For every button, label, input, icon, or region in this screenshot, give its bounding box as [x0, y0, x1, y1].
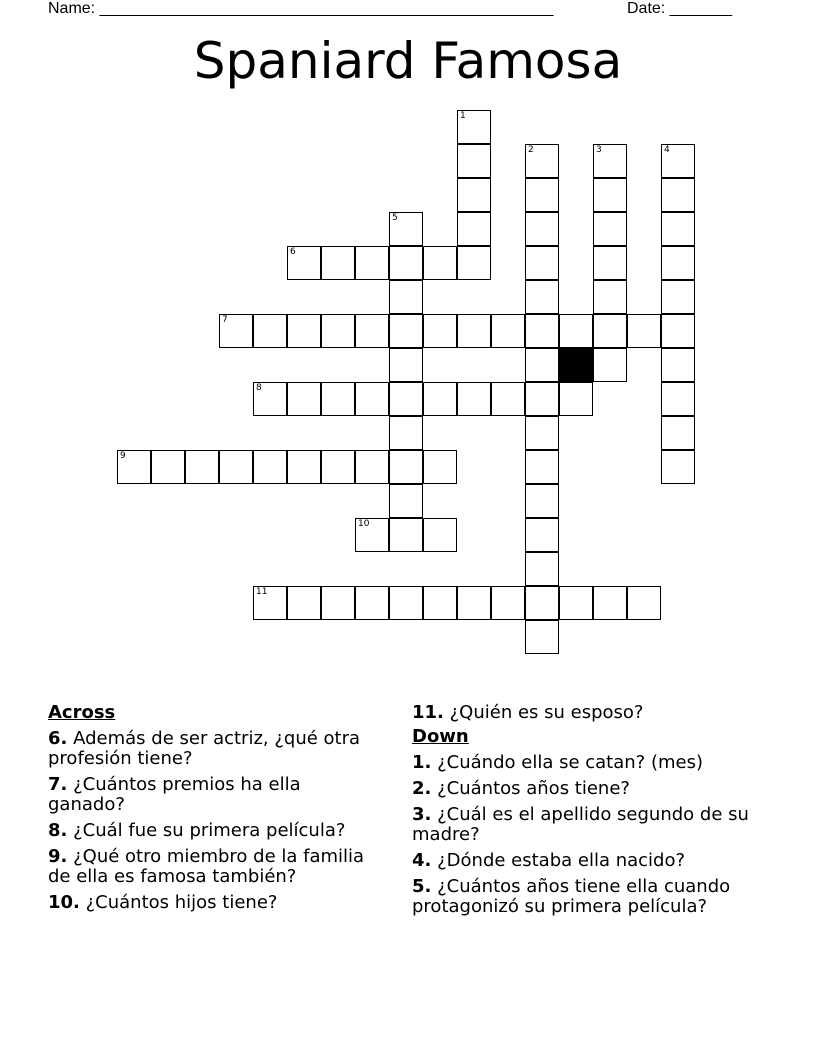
grid-cell[interactable]: [355, 518, 389, 552]
grid-cell[interactable]: [661, 450, 695, 484]
grid-cell[interactable]: [525, 314, 559, 348]
grid-cell[interactable]: [287, 586, 321, 620]
clue-number: 10.: [48, 892, 80, 913]
grid-cell[interactable]: [525, 144, 559, 178]
grid-cell[interactable]: [525, 348, 559, 382]
clue-text: ¿Cuándo ella se catan? (mes): [437, 752, 703, 773]
cell-number: 8: [256, 383, 262, 393]
cell-number: 1: [460, 111, 466, 121]
cell-number: 4: [664, 145, 670, 155]
across-clue-10: [48, 893, 378, 913]
grid-cell[interactable]: [457, 178, 491, 212]
clue-text: ¿Qué otro miembro de la familia de ella es famosa también?: [48, 846, 365, 887]
grid-cell[interactable]: [151, 450, 185, 484]
clue-text: ¿Cuántos hijos tiene?: [85, 892, 278, 913]
grid-cell[interactable]: [593, 280, 627, 314]
grid-cell[interactable]: [661, 382, 695, 416]
page-title: Spaniard Famosa: [193, 32, 623, 90]
cell-number: 3: [596, 145, 602, 155]
grid-cell[interactable]: [389, 518, 423, 552]
grid-cell[interactable]: [525, 484, 559, 518]
grid-cell[interactable]: [287, 450, 321, 484]
across-clue-11: [412, 703, 757, 723]
down-clue-3: [412, 805, 757, 845]
grid-cell[interactable]: [491, 314, 525, 348]
grid-cell[interactable]: [525, 246, 559, 280]
grid-cell[interactable]: [287, 314, 321, 348]
clue-text: ¿Dónde estaba ella nacido?: [437, 850, 686, 871]
clue-number: 1.: [412, 752, 432, 773]
grid-cell[interactable]: [185, 450, 219, 484]
grid-cell[interactable]: [423, 246, 457, 280]
grid-cell[interactable]: [389, 246, 423, 280]
grid-cell[interactable]: [457, 110, 491, 144]
grid-cell[interactable]: [661, 348, 695, 382]
grid-cell[interactable]: [457, 314, 491, 348]
grid-cell[interactable]: [627, 586, 661, 620]
clues-left-column: [48, 703, 378, 919]
grid-cell[interactable]: [321, 246, 355, 280]
clue-text: Además de ser actriz, ¿qué otra profesión tiene?: [48, 728, 361, 769]
clue-text: ¿Cuál fue su primera película?: [73, 820, 346, 841]
grid-cell[interactable]: [355, 586, 389, 620]
grid-cell[interactable]: [525, 586, 559, 620]
clue-text: ¿Cuántos premios ha ella ganado?: [48, 774, 301, 815]
clue-number: 7.: [48, 774, 68, 795]
cell-number: 7: [222, 315, 228, 325]
grid-cell[interactable]: [491, 586, 525, 620]
grid-cell[interactable]: [593, 144, 627, 178]
clue-number: 4.: [412, 850, 432, 871]
across-clue-7: [48, 775, 378, 815]
down-clue-4: [412, 851, 757, 871]
clue-number: 8.: [48, 820, 68, 841]
grid-cell[interactable]: [389, 280, 423, 314]
across-clue-8: [48, 821, 378, 841]
grid-cell[interactable]: [117, 450, 151, 484]
grid-cell[interactable]: [525, 280, 559, 314]
cell-number: 11: [256, 587, 268, 597]
clue-number: 5.: [412, 876, 432, 897]
grid-cell[interactable]: [661, 212, 695, 246]
grid-cell[interactable]: [321, 450, 355, 484]
grid-cell[interactable]: [525, 450, 559, 484]
name-field-line: Name: ___________________________________________________: [48, 0, 554, 17]
clue-text: ¿Cuántos años tiene?: [437, 778, 630, 799]
grid-cell[interactable]: [321, 382, 355, 416]
grid-cell[interactable]: [593, 246, 627, 280]
grid-cell[interactable]: [253, 314, 287, 348]
grid-cell[interactable]: [253, 586, 287, 620]
down-heading: Down: [412, 726, 469, 747]
grid-cell[interactable]: [355, 450, 389, 484]
down-clue-2: [412, 779, 757, 799]
grid-cell[interactable]: [593, 314, 627, 348]
clue-number: 6.: [48, 728, 68, 749]
grid-cell[interactable]: [389, 450, 423, 484]
clue-text: ¿Cuál es el apellido segundo de su madre?: [412, 804, 749, 845]
grid-cell[interactable]: [423, 314, 457, 348]
down-clue-5: [412, 877, 757, 917]
cell-number: 10: [358, 519, 370, 529]
grid-cell[interactable]: [287, 382, 321, 416]
grid-cell[interactable]: [457, 212, 491, 246]
grid-cell[interactable]: [321, 314, 355, 348]
grid-cell[interactable]: [661, 416, 695, 450]
clue-number: 3.: [412, 804, 432, 825]
grid-cell[interactable]: [253, 450, 287, 484]
grid-cell[interactable]: [423, 450, 457, 484]
grid-cell[interactable]: [525, 416, 559, 450]
grid-cell[interactable]: [389, 586, 423, 620]
grid-cell[interactable]: [321, 586, 355, 620]
clues-right-column: [412, 703, 757, 923]
grid-cell[interactable]: [593, 348, 627, 382]
grid-cell[interactable]: [253, 382, 287, 416]
grid-cell[interactable]: [661, 246, 695, 280]
grid-cell[interactable]: [389, 382, 423, 416]
grid-cell[interactable]: [661, 144, 695, 178]
grid-cell[interactable]: [457, 586, 491, 620]
clue-text: ¿Quién es su esposo?: [449, 702, 644, 723]
grid-cell[interactable]: [593, 178, 627, 212]
date-field-line: Date: _______: [627, 0, 732, 17]
grid-cell[interactable]: [423, 518, 457, 552]
grid-cell[interactable]: [661, 314, 695, 348]
grid-cell[interactable]: [457, 382, 491, 416]
grid-cell[interactable]: [559, 382, 593, 416]
down-clue-1: [412, 753, 757, 773]
across-clue-9: [48, 847, 378, 887]
across-heading: Across: [48, 702, 116, 723]
grid-cell[interactable]: [389, 212, 423, 246]
grid-cell[interactable]: [355, 314, 389, 348]
grid-cell[interactable]: [219, 450, 253, 484]
grid-cell[interactable]: [389, 314, 423, 348]
grid-cell[interactable]: [525, 620, 559, 654]
grid-cell[interactable]: [525, 552, 559, 586]
grid-cell[interactable]: [423, 382, 457, 416]
grid-cell[interactable]: [661, 280, 695, 314]
grid-cell[interactable]: [525, 212, 559, 246]
grid-cell[interactable]: [389, 416, 423, 450]
clue-text: ¿Cuántos años tiene ella cuando protagonizó su primera película?: [412, 876, 731, 917]
grid-cell[interactable]: [457, 144, 491, 178]
grid-cell[interactable]: [491, 382, 525, 416]
grid-cell[interactable]: [423, 586, 457, 620]
grid-cell[interactable]: [559, 586, 593, 620]
grid-cell[interactable]: [525, 382, 559, 416]
grid-cell[interactable]: [287, 246, 321, 280]
grid-cell-black: [559, 348, 593, 382]
cell-number: 6: [290, 247, 296, 257]
grid-cell[interactable]: [661, 178, 695, 212]
grid-cell[interactable]: [389, 484, 423, 518]
clue-number: 9.: [48, 846, 68, 867]
grid-cell[interactable]: [627, 314, 661, 348]
grid-cell[interactable]: [389, 348, 423, 382]
across-clue-6: [48, 729, 378, 769]
grid-cell[interactable]: [219, 314, 253, 348]
grid-cell[interactable]: [457, 246, 491, 280]
grid-cell[interactable]: [559, 314, 593, 348]
grid-cell[interactable]: [355, 382, 389, 416]
clue-number: 11.: [412, 702, 444, 723]
grid-cell[interactable]: [525, 178, 559, 212]
cell-number: 9: [120, 451, 126, 461]
grid-cell[interactable]: [593, 212, 627, 246]
clue-number: 2.: [412, 778, 432, 799]
grid-cell[interactable]: [525, 518, 559, 552]
grid-cell[interactable]: [355, 246, 389, 280]
cell-number: 5: [392, 213, 398, 223]
cell-number: 2: [528, 145, 534, 155]
grid-cell[interactable]: [593, 586, 627, 620]
